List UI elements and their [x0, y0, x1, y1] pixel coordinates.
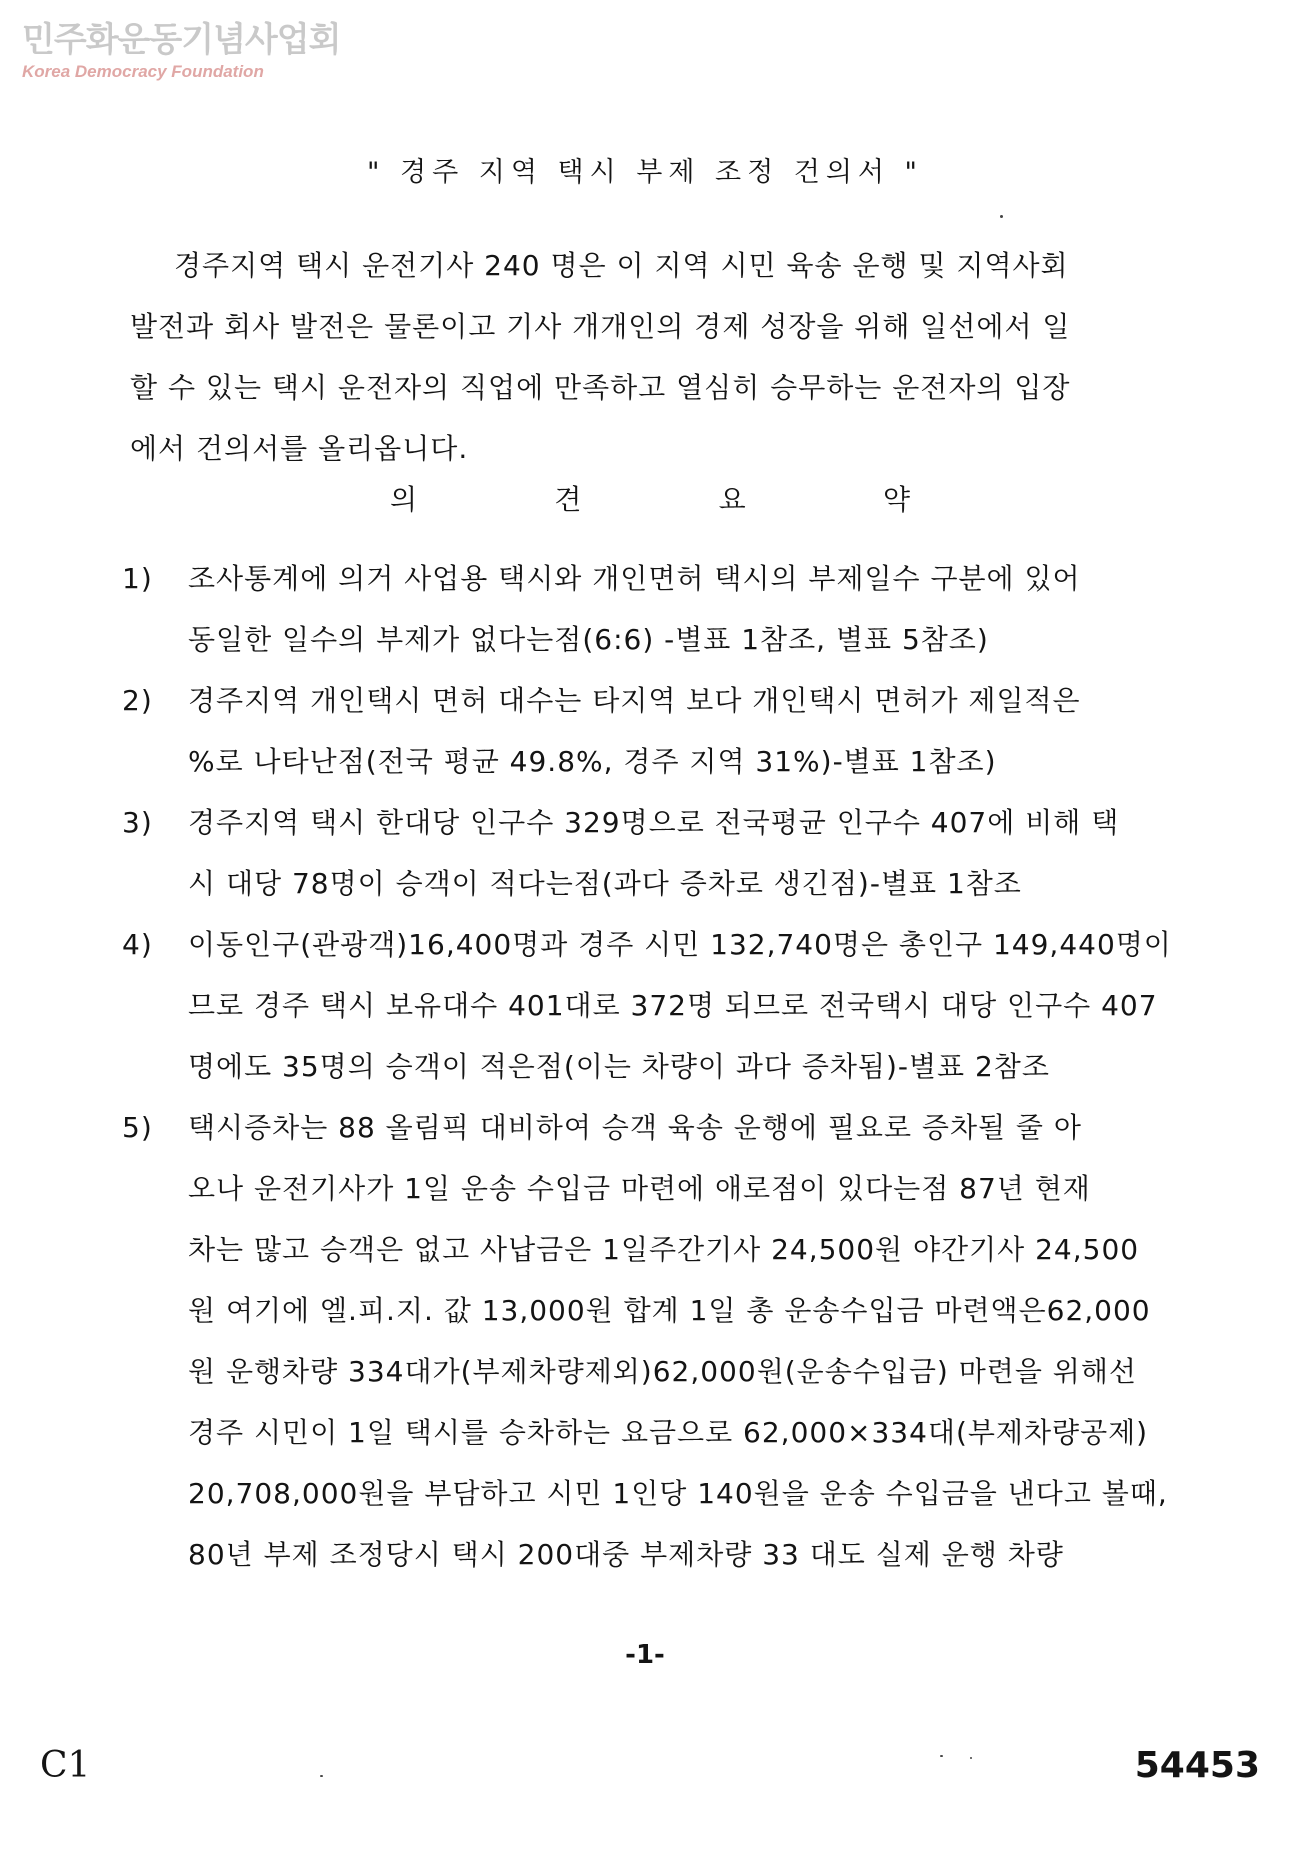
item-text: 80년 부제 조정당시 택시 200대중 부제차량 33 대도 실제 운행 차량 [188, 1538, 1064, 1571]
scan-speck [320, 1775, 323, 1777]
scan-speck [940, 1755, 943, 1757]
summary-heading-char: 견 [554, 483, 582, 516]
scan-speck [1000, 215, 1003, 218]
item-number: 3) [122, 806, 153, 839]
item-text: 오나 운전기사가 1일 운송 수입금 마련에 애로점이 있다는점 87년 현재 [188, 1172, 1091, 1205]
item-line [122, 670, 1212, 731]
item-line [122, 1402, 1212, 1463]
item-line [122, 1097, 1212, 1158]
summary-heading [390, 478, 910, 518]
scan-speck [970, 1757, 972, 1759]
summary-heading-char: 의 [390, 483, 418, 516]
item-text: 경주지역 택시 한대당 인구수 329명으로 전국평균 인구수 407에 비해 택 [188, 806, 1120, 839]
item-line [122, 731, 1212, 792]
item-line [122, 1341, 1212, 1402]
item-number: 1) [122, 562, 153, 595]
foundation-logo [22, 20, 340, 82]
item-line [122, 1463, 1212, 1524]
item-line [122, 1158, 1212, 1219]
item-line [122, 853, 1212, 914]
item-text: 경주 시민이 1일 택시를 승차하는 요금으로 62,000×334대(부제차량공제) [188, 1416, 1149, 1449]
item-text: 경주지역 개인택시 면허 대수는 타지역 보다 개인택시 면허가 제일적은 [188, 684, 1081, 717]
item-number: 4) [122, 928, 153, 961]
intro-line: 경주지역 택시 운전기사 240 명은 이 지역 시민 육송 운행 및 지역사회 [174, 249, 1069, 282]
item-line [122, 975, 1212, 1036]
item-text: 차는 많고 승객은 없고 사납금은 1일주간기사 24,500원 야간기사 24,500 [188, 1233, 1140, 1266]
item-line [122, 548, 1212, 609]
item-number: 2) [122, 684, 153, 717]
item-line [122, 1280, 1212, 1341]
bottom-left-mark: C1 [40, 1745, 91, 1786]
item-number: 5) [122, 1111, 153, 1144]
bottom-right-mark: 54453 [1134, 1745, 1260, 1786]
item-line [122, 609, 1212, 670]
item-text: 20,708,000원을 부담하고 시민 1인당 140원을 운송 수입금을 낸다고 볼때, [188, 1477, 1168, 1510]
item-text: 동일한 일수의 부제가 없다는점(6:6) -별표 1참조, 별표 5참조) [188, 623, 989, 656]
logo-english-text: Korea Democracy Foundation [22, 62, 264, 81]
item-text: 택시증차는 88 올림픽 대비하여 승객 육송 운행에 필요로 증차될 줄 아 [188, 1111, 1082, 1144]
item-text: 원 여기에 엘.피.지. 값 13,000원 합계 1일 총 운송수입금 마련액은62,000 [188, 1294, 1151, 1327]
item-line [122, 1524, 1212, 1585]
item-text: 이동인구(관광객)16,400명과 경주 시민 132,740명은 총인구 149,440명이 [188, 928, 1172, 961]
item-text: 명에도 35명의 승객이 적은점(이는 차량이 과다 증차됨)-별표 2참조 [188, 1050, 1050, 1083]
summary-heading-char: 약 [882, 483, 910, 516]
item-line [122, 914, 1212, 975]
summary-items [122, 548, 1212, 1585]
document-title: " 경주 지역 택시 부제 조정 건의서 " [367, 157, 923, 188]
item-line [122, 1036, 1212, 1097]
page-number: -1- [625, 1640, 665, 1670]
item-text: 원 운행차량 334대가(부제차량제외)62,000원(운송수입금) 마련을 위해선 [188, 1355, 1137, 1388]
item-line [122, 1219, 1212, 1280]
item-line [122, 792, 1212, 853]
intro-paragraph [130, 235, 1210, 479]
intro-line: 할 수 있는 택시 운전자의 직업에 만족하고 열심히 승무하는 운전자의 입장 [130, 371, 1071, 404]
item-text: 시 대당 78명이 승객이 적다는점(과다 증차로 생긴점)-별표 1참조 [188, 867, 1022, 900]
summary-heading-char: 요 [718, 483, 746, 516]
intro-line: 에서 건의서를 올리옵니다. [130, 432, 469, 465]
item-text: %로 나타난점(전국 평균 49.8%, 경주 지역 31%)-별표 1참조) [188, 745, 997, 778]
logo-korean-text: 민주화운동기념사업회 [22, 20, 341, 60]
item-text: 조사통계에 의거 사업용 택시와 개인면허 택시의 부제일수 구분에 있어 [188, 562, 1081, 595]
item-text: 므로 경주 택시 보유대수 401대로 372명 되므로 전국택시 대당 인구수 407 [188, 989, 1158, 1022]
intro-line: 발전과 회사 발전은 물론이고 기사 개개인의 경제 성장을 위해 일선에서 일 [130, 310, 1071, 343]
